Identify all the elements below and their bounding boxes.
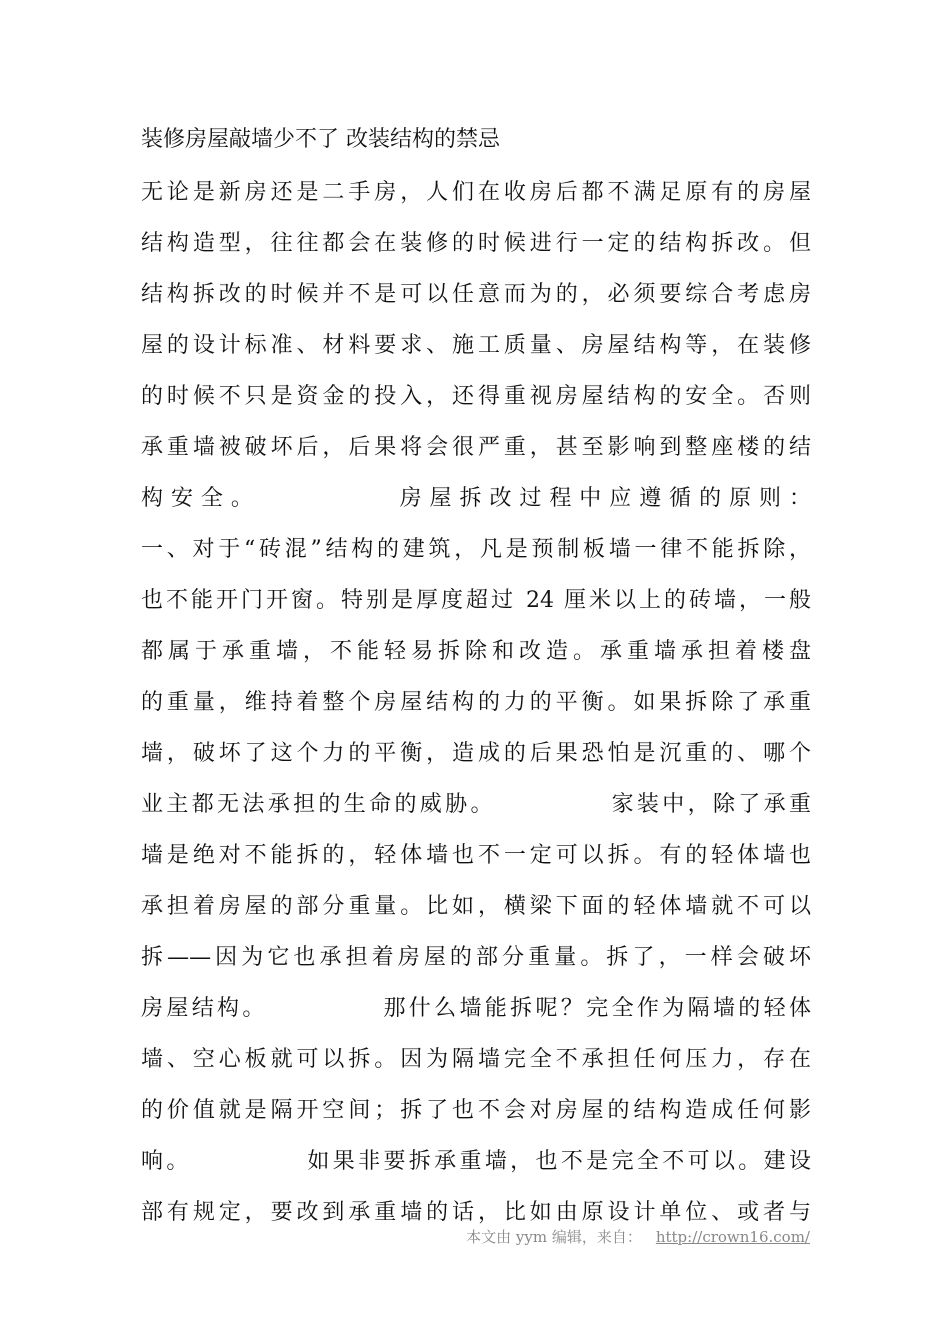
body-line: 墙，破坏了这个力的平衡，造成的后果恐怕是沉重的、哪个 [141,741,811,766]
body-line: 无论是新房还是二手房，人们在收房后都不满足原有的房屋 [141,180,811,205]
body-line: 构安全。 房屋拆改过程中应遵循的原则： [141,486,811,511]
body-line: 墙是绝对不能拆的，轻体墙也不一定可以拆。有的轻体墙也 [141,843,811,868]
footer-link[interactable]: http://crown16.com/ [655,1228,810,1246]
body-line: 拆——因为它也承担着房屋的部分重量。拆了，一样会破坏 [141,945,811,970]
body-line: 屋的设计标准、材料要求、施工质量、房屋结构等，在装修 [141,333,811,358]
body-line: 承担着房屋的部分重量。比如，横梁下面的轻体墙就不可以 [141,894,811,919]
page-footer [466,1227,810,1247]
body-line: 都属于承重墙，不能轻易拆除和改造。承重墙承担着楼盘 [141,639,811,664]
body-line: 的时候不只是资金的投入，还得重视房屋结构的安全。否则 [141,384,811,409]
body-line: 业主都无法承担的生命的威胁。 家装中，除了承重 [141,792,811,817]
body-line: 结构拆改的时候并不是可以任意而为的，必须要综合考虑房 [141,282,811,307]
body-line: 房屋结构。 那什么墙能拆呢？完全作为隔墙的轻体 [141,996,811,1021]
body-line: 的价值就是隔开空间；拆了也不会对房屋的结构造成任何影 [141,1098,811,1123]
body-line: 的重量，维持着整个房屋结构的力的平衡。如果拆除了承重 [141,690,811,715]
body-line: 承重墙被破坏后，后果将会很严重，甚至影响到整座楼的结 [141,435,811,460]
body-line: 一、对于“砖混”结构的建筑，凡是预制板墙一律不能拆除， [141,537,811,562]
document-title: 装修房屋敲墙少不了 改装结构的禁忌 [141,127,500,152]
body-line: 响。 如果非要拆承重墙，也不是完全不可以。建设 [141,1149,811,1174]
body-line: 墙、空心板就可以拆。因为隔墙完全不承担任何压力，存在 [141,1047,811,1072]
body-line: 也不能开门开窗。特别是厚度超过 24 厘米以上的砖墙，一般 [141,588,811,613]
body-line: 结构造型，往往都会在装修的时候进行一定的结构拆改。但 [141,231,811,256]
document-body [141,175,811,1246]
body-line: 部有规定，要改到承重墙的话，比如由原设计单位、或者与 [141,1200,811,1225]
footer-text: 本文由 yym 编辑，来自： [466,1228,642,1246]
